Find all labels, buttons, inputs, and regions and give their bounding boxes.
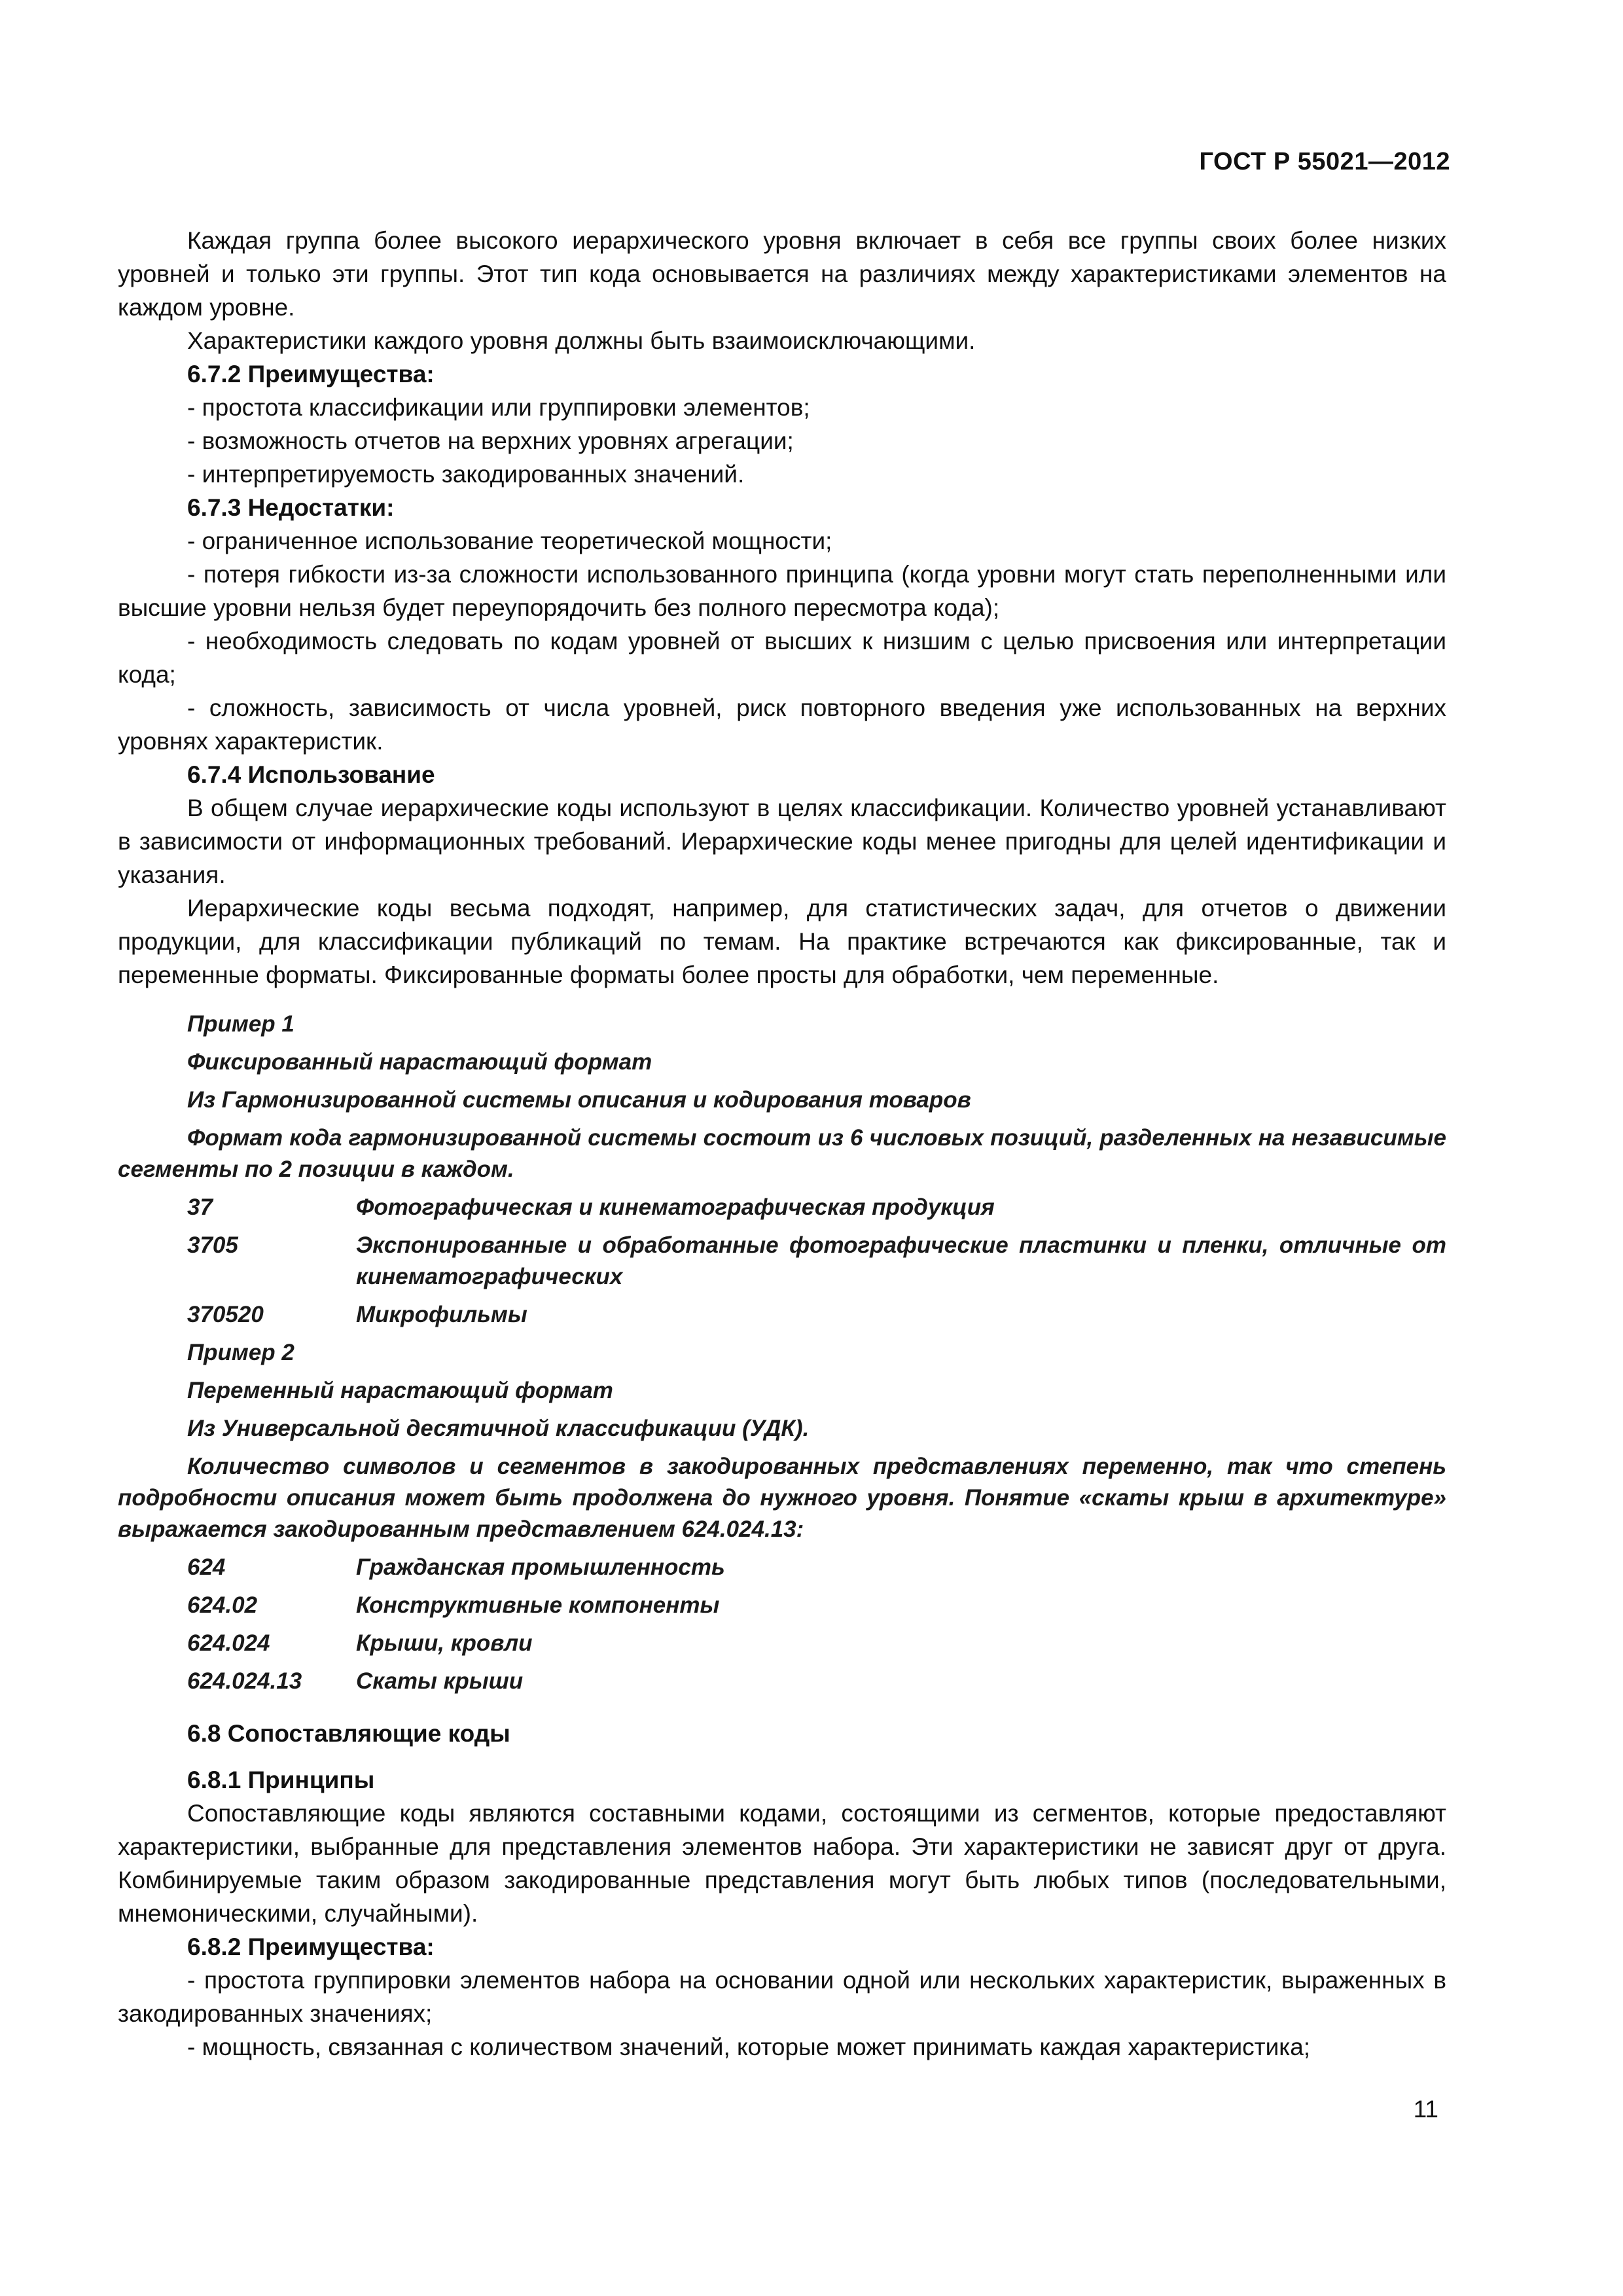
- section-heading-6-8-1: 6.8.1 Принципы: [187, 1767, 375, 1793]
- section-heading-6-8-2: 6.8.2 Преимущества:: [187, 1933, 435, 1960]
- list-item: - возможность отчетов на верхних уровнях агрегации;: [187, 427, 794, 454]
- list-item: - мощность, связанная с количеством значений, которые может принимать каждая характеристика;: [187, 2034, 1311, 2060]
- list-item: - простота группировки элементов набора на основании одной или нескольких характеристик, выраженных в закодированных значениях;: [118, 1967, 1446, 2027]
- list-item: - интерпретируемость закодированных значений.: [187, 461, 745, 488]
- example-code: 624.024: [187, 1630, 270, 1656]
- paragraph: Каждая группа более высокого иерархического уровня включает в себя все группы своих более низких уровней и только эти группы. Этот тип кода основывается на различиях между характеристиками элементов на каждом уровне.: [118, 227, 1446, 321]
- example-row: [118, 1590, 1446, 1621]
- section-heading-6-7-4: 6.7.4 Использование: [187, 761, 435, 788]
- example-row: [118, 1628, 1446, 1659]
- paragraph: Характеристики каждого уровня должны быть взаимоисключающими.: [187, 327, 976, 354]
- example-label: Пример 2: [187, 1340, 294, 1365]
- example-1-block: [118, 1009, 1446, 1331]
- list-item: - необходимость следовать по кодам уровней от высших к низшим с целью присвоения или интерпретации кода;: [118, 628, 1446, 688]
- example-text: Формат кода гармонизированной системы состоит из 6 числовых позиций, разделенных на независимые сегменты по 2 позиции в каждом.: [118, 1125, 1446, 1182]
- example-description: Скаты крыши: [356, 1668, 524, 1694]
- example-code: 370520: [187, 1302, 264, 1327]
- example-row: [118, 1192, 1446, 1223]
- example-row: [118, 1299, 1446, 1331]
- document-body: [118, 224, 1446, 2064]
- paragraph: Сопоставляющие коды являются составными кодами, состоящими из сегментов, которые предоставляют характеристики, выбранные для представления элементов набора. Эти характеристики не зависят друг от друга. Комбинируемые таким образом закодированные представления могут быть любых типов (последовательными, мнемоническими, случайными).: [118, 1800, 1446, 1927]
- example-row: [118, 1666, 1446, 1697]
- example-title: Фиксированный нарастающий формат: [187, 1049, 652, 1075]
- example-code: 624: [187, 1554, 226, 1580]
- example-description: Крыши, кровли: [356, 1630, 533, 1656]
- example-description: Фотографическая и кинематографическая продукция: [356, 1194, 995, 1220]
- example-label: Пример 1: [187, 1011, 294, 1037]
- section-heading-6-7-3: 6.7.3 Недостатки:: [187, 494, 395, 521]
- list-item: - сложность, зависимость от числа уровней, риск повторного введения уже использованных на верхних уровнях характеристик.: [118, 694, 1446, 755]
- document-header-id: ГОСТ Р 55021—2012: [1199, 148, 1450, 175]
- page-number: 11: [1413, 2096, 1438, 2123]
- example-description: Конструктивные компоненты: [356, 1592, 720, 1618]
- example-2-block: [118, 1337, 1446, 1697]
- example-description: Микрофильмы: [356, 1302, 527, 1327]
- example-description: Гражданская промышленность: [356, 1554, 725, 1580]
- example-code: 37: [187, 1194, 213, 1220]
- example-description: Экспонированные и обработанные фотографические пластинки и пленки, отличные от кинематографических: [356, 1232, 1446, 1289]
- section-heading-6-7-2: 6.7.2 Преимущества:: [187, 361, 435, 387]
- section-heading-6-8: 6.8 Сопоставляющие коды: [187, 1720, 510, 1747]
- list-item: - ограниченное использование теоретической мощности;: [187, 528, 832, 554]
- example-source: Из Универсальной десятичной классификации (УДК).: [187, 1416, 810, 1441]
- example-text: Количество символов и сегментов в закодированных представлениях переменно, так что степень подробности описания может быть продолжена до нужного уровня. Понятие «скаты крыш в архитектуре» выражается закодированным представлением 624.024.13:: [118, 1454, 1446, 1542]
- example-row: [118, 1230, 1446, 1293]
- example-code: 624.02: [187, 1592, 258, 1618]
- example-source: Из Гармонизированной системы описания и кодирования товаров: [187, 1087, 971, 1113]
- paragraph: В общем случае иерархические коды используют в целях классификации. Количество уровней устанавливают в зависимости от информационных требований. Иерархические коды менее пригодны для целей идентификации и указания.: [118, 795, 1446, 888]
- list-item: - простота классификации или группировки элементов;: [187, 394, 810, 421]
- example-code: 3705: [187, 1232, 238, 1258]
- paragraph: Иерархические коды весьма подходят, например, для статистических задач, для отчетов о движении продукции, для классификации публикаций по темам. На практике встречаются как фиксированные, так и переменные форматы. Фиксированные форматы более просты для обработки, чем переменные.: [118, 895, 1446, 988]
- list-item: - потеря гибкости из-за сложности использованного принципа (когда уровни могут стать переполненными или высшие уровни нельзя будет переупорядочить без полного пересмотра кода);: [118, 561, 1446, 621]
- example-row: [118, 1552, 1446, 1583]
- example-code: 624.024.13: [187, 1668, 302, 1694]
- example-title: Переменный нарастающий формат: [187, 1378, 613, 1403]
